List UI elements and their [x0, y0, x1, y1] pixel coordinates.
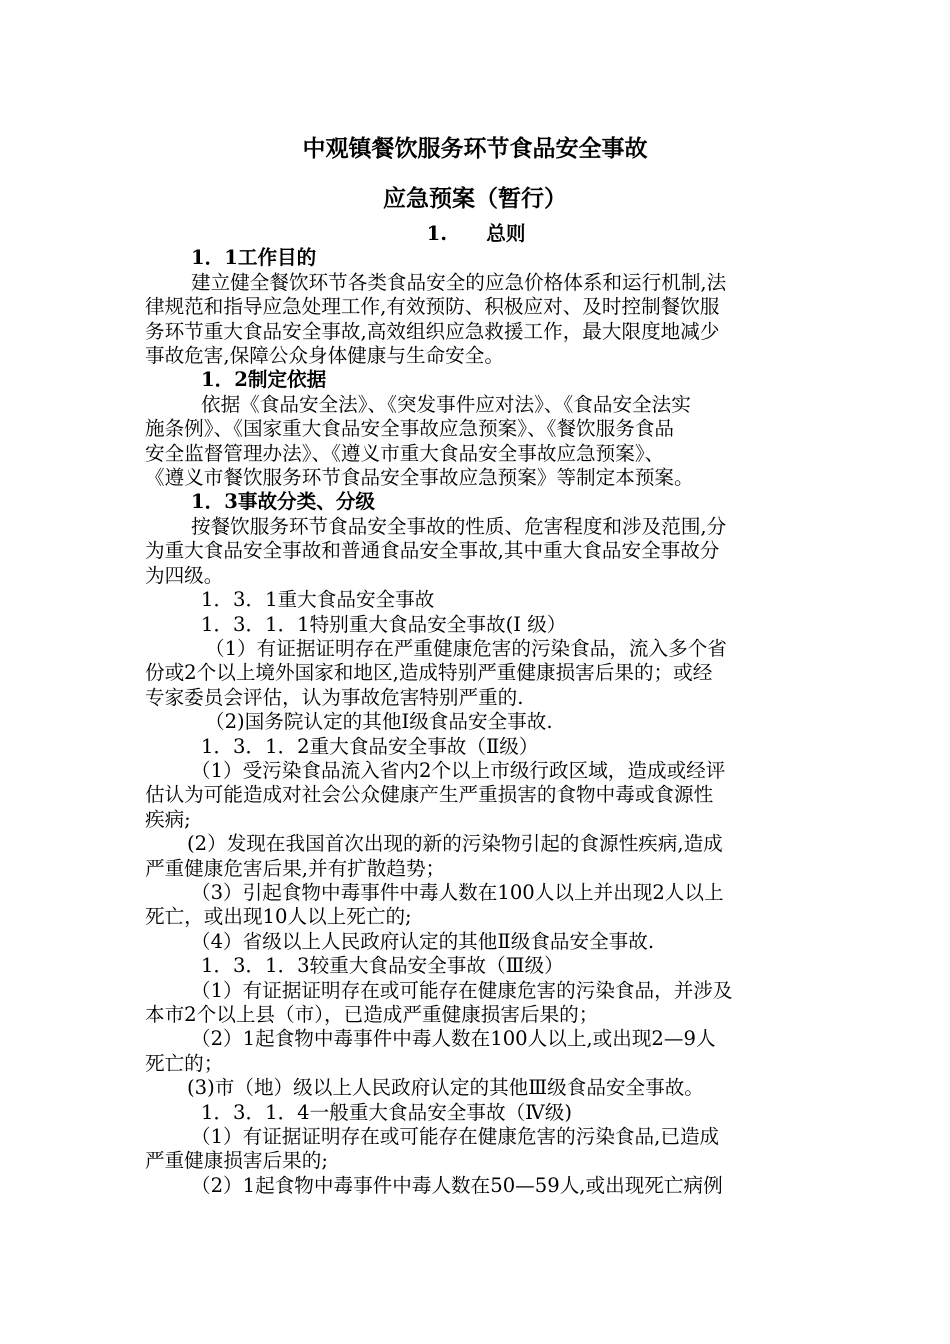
paragraph-line: (2）发现在我国首次出现的新的污染物引起的食源性疾病,造成	[187, 832, 723, 856]
paragraph-line: 《遵义市餐饮服务环节食品安全事故应急预案》等制定本预案。	[145, 466, 694, 490]
paragraph-line: （1）有证据证明存在或可能存在健康危害的污染食品，并涉及	[191, 978, 733, 1002]
paragraph-line: （4）省级以上人民政府认定的其他Ⅱ级食品安全事故.	[191, 929, 655, 953]
subsection-heading: 1．3．1．2重大食品安全事故（Ⅱ级）	[201, 734, 539, 758]
paragraph-line: 依据《食品安全法》、《突发事件应对法》、《食品安全法实	[201, 392, 691, 416]
section-heading: 1．3事故分类、分级	[191, 490, 376, 514]
document-subtitle: 应急预案（暂行）	[383, 186, 567, 212]
subsection-heading: 1．3．1重大食品安全事故	[201, 588, 435, 612]
paragraph-line: 份或2个以上境外国家和地区,造成特别严重健康损害后果的；或经	[145, 661, 713, 685]
paragraph-line: 安全监督管理办法》、《遵义市重大食品安全事故应急预案》、	[145, 441, 665, 465]
document-title: 中观镇餐饮服务环节食品安全事故	[302, 136, 648, 162]
subsection-heading: 1．3．1．1特别重大食品安全事故(Ⅰ 级）	[201, 612, 567, 636]
paragraph-line: 为重大食品安全事故和普通食品安全事故,其中重大食品安全事故分	[145, 539, 720, 563]
paragraph-line: （2）1起食物中毒事件中毒人数在100人以上,或出现2—9人	[191, 1027, 716, 1051]
paragraph-line: 疾病;	[145, 807, 191, 831]
paragraph-line: （2）1起食物中毒事件中毒人数在50—59人,或出现死亡病例	[191, 1173, 723, 1197]
paragraph-line: 律规范和指导应急处理工作,有效预防、积极应对、及时控制餐饮服	[145, 295, 720, 319]
subsection-heading: 1．3．1．4一般重大食品安全事故（Ⅳ级)	[201, 1100, 572, 1124]
paragraph-line: 专家委员会评估，认为事故危害特别严重的.	[145, 685, 524, 709]
paragraph-line: （3）引起食物中毒事件中毒人数在100人以上并出现2人以上	[191, 880, 724, 904]
subsection-heading: 1．3．1．3较重大食品安全事故（Ⅲ级）	[201, 954, 564, 978]
paragraph-line: （1）有证据证明存在严重健康危害的污染食品，流入多个省	[205, 636, 727, 660]
paragraph-line: 事故危害,保障公众身体健康与生命安全。	[145, 344, 504, 368]
paragraph-line: 死亡的；	[145, 1051, 224, 1075]
paragraph-line: 估认为可能造成对社会公众健康产生严重损害的食物中毒或食源性	[145, 783, 714, 807]
section-heading: 1．1工作目的	[191, 246, 317, 270]
paragraph-line: （1）受污染食品流入省内2个以上市级行政区域，造成或经评	[191, 758, 726, 782]
section-heading: 1．2制定依据	[201, 368, 327, 392]
paragraph-line: 务环节重大食品安全事故,高效组织应急救援工作，最大限度地减少	[145, 319, 720, 343]
paragraph-line: 建立健全餐饮环节各类食品安全的应急价格体系和运行机制,法	[191, 270, 727, 294]
paragraph-line: （1）有证据证明存在或可能存在健康危害的污染食品,已造成	[191, 1125, 720, 1149]
document-body	[145, 222, 807, 1198]
paragraph-line: 严重健康危害后果,并有扩散趋势；	[145, 856, 446, 880]
chapter-heading: 1. 总则	[426, 222, 526, 245]
paragraph-line: (3)市（地）级以上人民政府认定的其他Ⅲ级食品安全事故。	[187, 1076, 704, 1100]
paragraph-line: 死亡，或出现10人以上死亡的;	[145, 905, 412, 929]
paragraph-line: 为四级。	[145, 563, 224, 587]
paragraph-line: 按餐饮服务环节食品安全事故的性质、危害程度和涉及范围,分	[191, 514, 727, 538]
paragraph-line: 施条例》、《国家重大食品安全事故应急预案》、《餐饮服务食品	[145, 417, 675, 441]
paragraph-line: 严重健康损害后果的;	[145, 1149, 328, 1173]
paragraph-line: 本市2个以上县（市），已造成严重健康损害后果的；	[145, 1003, 599, 1026]
paragraph-line: （2)国务院认定的其他Ⅰ级食品安全事故.	[205, 710, 553, 734]
